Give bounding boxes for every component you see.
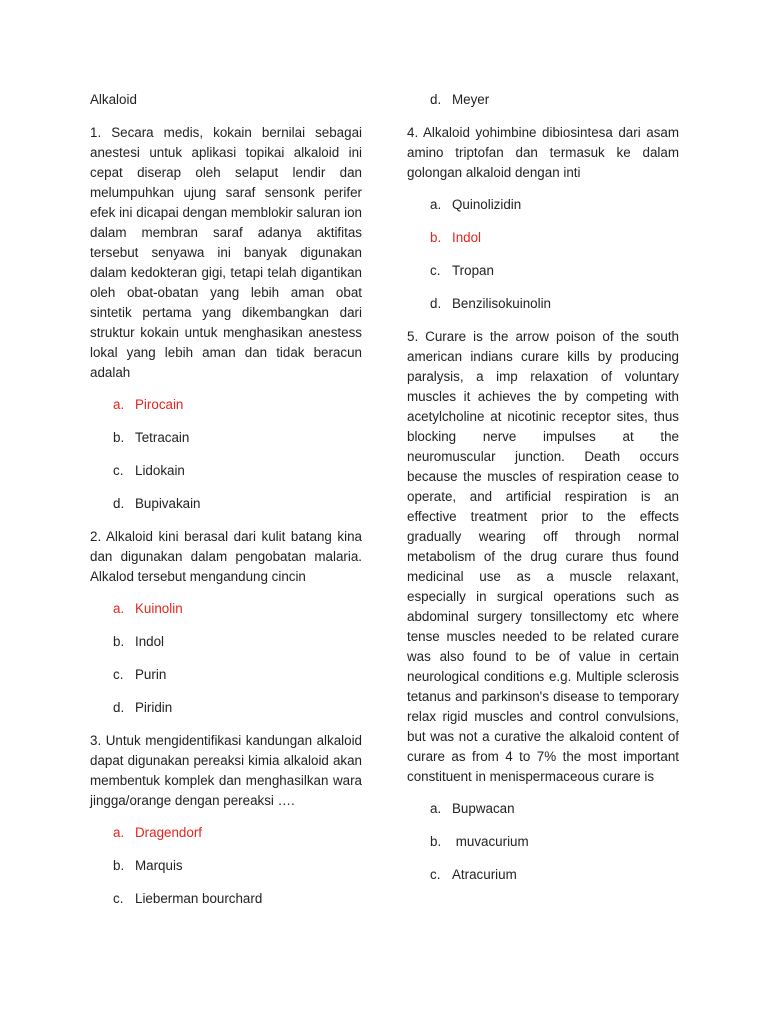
option-2a <box>90 599 362 632</box>
option-text: Bupivakain <box>135 496 201 511</box>
option-letter: b. <box>113 430 125 445</box>
option-1b <box>90 428 362 461</box>
option-letter: c. <box>430 867 441 882</box>
question-3: 3. Untuk mengidentifikasi kandungan alkaloid dapat digunakan pereaksi kimia alkaloid akan membentuk komplek dan menghasilkan wara jingga/orange dengan pereaksi …. <box>90 733 362 808</box>
option-letter: d. <box>430 296 442 311</box>
option-letter: a. <box>113 601 125 616</box>
option-letter: b. <box>113 634 125 649</box>
left-column <box>90 90 362 922</box>
option-text: Bupwacan <box>452 801 515 816</box>
option-2b <box>90 632 362 665</box>
option-5c <box>407 865 679 898</box>
option-letter: c. <box>113 891 124 906</box>
option-text: Dragendorf <box>135 825 202 840</box>
question-2: 2. Alkaloid kini berasal dari kulit batang kina dan digunakan dalam pengobatan malaria. Alkalod tersebut mengandung cincin <box>90 529 362 584</box>
option-text: Indol <box>135 634 165 649</box>
right-column <box>407 90 679 898</box>
option-4c <box>407 261 679 294</box>
question-2-options <box>90 599 362 731</box>
option-letter: a. <box>113 825 125 840</box>
option-3d <box>407 90 679 123</box>
option-4a <box>407 195 679 228</box>
option-text: Tropan <box>452 263 494 278</box>
option-letter: b. <box>113 858 125 873</box>
option-letter: d. <box>430 92 442 107</box>
option-2d <box>90 698 362 731</box>
option-letter: a. <box>430 801 442 816</box>
option-text: muvacurium <box>452 834 529 849</box>
option-letter: d. <box>113 700 125 715</box>
option-letter: b. <box>430 230 442 245</box>
option-text: Piridin <box>135 700 173 715</box>
option-letter: b. <box>430 834 442 849</box>
question-4: 4. Alkaloid yohimbine dibiosintesa dari asam amino triptofan dan termasuk ke dalam golongan alkaloid dengan inti <box>407 125 679 180</box>
question-1: 1. Secara medis, kokain bernilai sebagai anestesi untuk aplikasi topikai alkaloid ini cepat diserap oleh selaput lendir dan melumpuhkan ujung saraf sensonk perifer efek ini dicapai dengan memblokir saluran ion dalam membran saraf adanya aktifitas tersebut senyawa ini banyak digunakan dalam kedokteran gigi, tetapi telah digantikan oleh obat-obatan yang lebih aman obat sintetik pertama yang dikembangkan dari struktur kokain untuk menghasikan anestess lokal yang lebih aman dan tidak beracun adalah <box>90 125 362 380</box>
question-3-options <box>90 823 362 922</box>
question-4-options <box>407 195 679 327</box>
question-5: 5. Curare is the arrow poison of the south american indians curare kills by producing paralysis, a imp relaxation of voluntary muscles it achieves the by competing with acetylcholine at nicotinic receptor sites, thus blocking nerve impulses at the neuromuscular junction. Death occurs because the muscles of respiration cease to operate, and artificial respiration is an effective treatment prior to the effects gradually wearing off through normal metabolism of the drug curare thus found medicinal use as a muscle relaxant, especially in surgical operations such as abdominal surgery tonsillectomy etc where tense muscles needed to be related curare was also found to be of value in certain neurological conditions e.g. Multiple sclerosis tetanus and parkinson's disease to temporary relax rigid muscles and control convulsions, but was not a curative the alkaloid content of curare as from 4 to 7% the most important constituent in menispermaceous curare is <box>407 329 679 784</box>
option-text: Kuinolin <box>135 601 183 616</box>
option-letter: c. <box>430 263 441 278</box>
option-letter: d. <box>113 496 125 511</box>
question-5-options <box>407 799 679 898</box>
option-1a <box>90 395 362 428</box>
option-letter: a. <box>113 397 125 412</box>
question-3-options-continued <box>407 90 679 123</box>
option-letter: c. <box>113 667 124 682</box>
option-1d <box>90 494 362 527</box>
document-title: Alkaloid <box>90 92 137 107</box>
option-text: Atracurium <box>452 867 517 882</box>
option-text: Indol <box>452 230 482 245</box>
option-letter: c. <box>113 463 124 478</box>
option-text: Marquis <box>135 858 183 873</box>
option-text: Purin <box>135 667 167 682</box>
option-text: Pirocain <box>135 397 184 412</box>
option-text: Tetracain <box>135 430 190 445</box>
option-letter: a. <box>430 197 442 212</box>
option-text: Meyer <box>452 92 490 107</box>
option-1c <box>90 461 362 494</box>
option-3b <box>90 856 362 889</box>
option-3a <box>90 823 362 856</box>
option-2c <box>90 665 362 698</box>
option-text: Quinolizidin <box>452 197 522 212</box>
option-text: Benzilisokuinolin <box>452 296 551 311</box>
option-3c <box>90 889 362 922</box>
option-5b <box>407 832 679 865</box>
option-text: Lieberman bourchard <box>135 891 263 906</box>
option-5a <box>407 799 679 832</box>
option-4d <box>407 294 679 327</box>
question-1-options <box>90 395 362 527</box>
option-4b <box>407 228 679 261</box>
option-text: Lidokain <box>135 463 185 478</box>
